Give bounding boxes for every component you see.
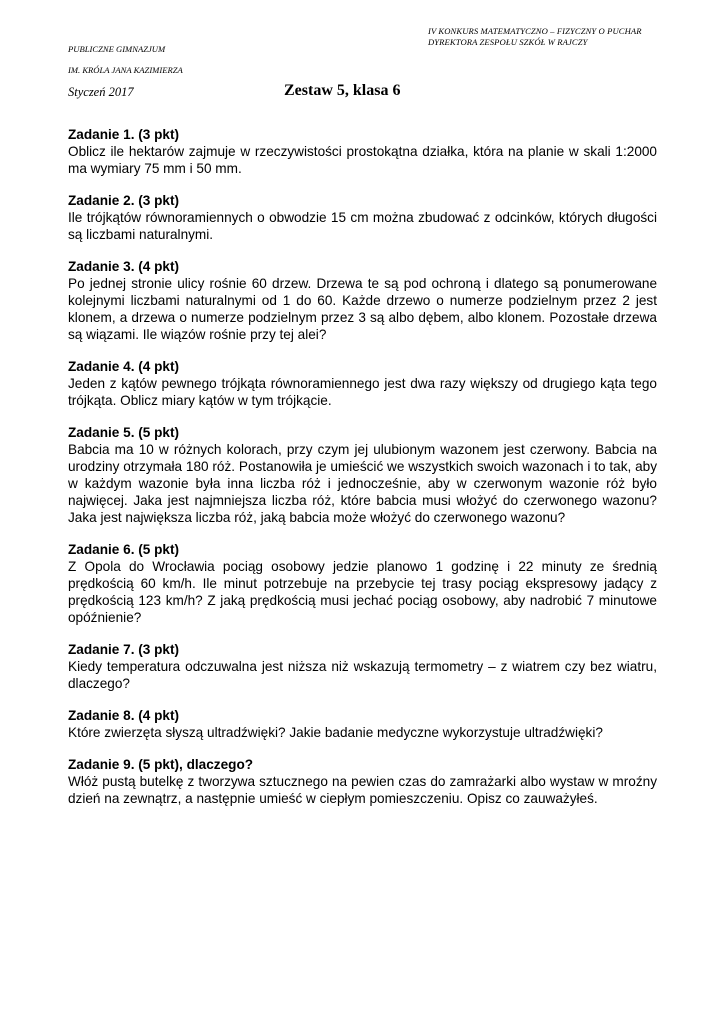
task-7 [68,641,657,692]
task-body: Z Opola do Wrocławia pociąg osobowy jedzie planowo 1 godzinę i 22 minuty ze średnią prędkością 60 km/h. Ile minut potrzebuje na przebycie tej trasy pociąg ekspresowy jadący z prędkością 123 km/h? Z jaką prędkością musi jechać pociąg osobowy, aby nadrobić 7 minutowe opóźnienie? [68,559,657,625]
task-body: Oblicz ile hektarów zajmuje w rzeczywistości prostokątna działka, która na planie w skali 1:2000 ma wymiary 75 mm i 50 mm. [68,144,657,176]
task-body: Jeden z kątów pewnego trójkąta równoramiennego jest dwa razy większy od drugiego kąta tego trójkąta. Oblicz miary kątów w tym trójkącie. [68,376,657,408]
task-body: Które zwierzęta słyszą ultradźwięki? Jakie badanie medyczne wykorzystuje ultradźwięki? [68,725,603,740]
task-title: Zadanie 5. (5 pkt) [68,425,180,440]
task-body: Babcia ma 10 w różnych kolorach, przy czym jej ulubionym wazonem jest czerwony. Babcia na urodziny otrzymała 180 róż. Postanowiła je umieścić we wszystkich swoich wazonach i to tak, aby w każdym wazonie była inna liczba róż i jednocześnie, aby w czerwonym wazonie róż było najwięcej. Jaka jest najmniejsza liczba róż, które babcia musi włożyć do czerwonego wazonu? Jaka jest największa liczba róż, jaką babcia może włożyć do czerwonego wazonu? [68,442,657,525]
school-line-2: IM. KRÓLA JANA KAZIMIERZA [68,65,183,75]
task-8 [68,707,657,741]
task-title: Zadanie 4. (4 pkt) [68,359,180,374]
task-body: Ile trójkątów równoramiennych o obwodzie 15 cm można zbudować z odcinków, których długości są liczbami naturalnymi. [68,210,657,242]
task-list [68,126,657,822]
contest-header [428,26,713,48]
task-2 [68,192,657,243]
contest-line-1: IV KONKURS MATEMATYCZNO – FIZYCZNY O PUCHAR [428,26,642,36]
set-title: Zestaw 5, klasa 6 [284,82,401,99]
task-title: Zadanie 3. (4 pkt) [68,259,180,274]
task-title: Zadanie 2. (3 pkt) [68,193,180,208]
task-9 [68,756,657,807]
task-title: Zadanie 7. (3 pkt) [68,642,180,657]
task-4 [68,358,657,409]
task-title: Zadanie 6. (5 pkt) [68,542,180,557]
document-date: Styczeń 2017 [68,85,134,99]
task-body: Kiedy temperatura odczuwalna jest niższa niż wskazują termometry – z wiatrem czy bez wiatru, dlaczego? [68,659,657,691]
school-line-1: PUBLICZNE GIMNAZJUM [68,44,166,54]
task-6 [68,541,657,626]
contest-line-2: DYREKTORA ZESPOŁU SZKÓŁ W RAJCZY [428,37,588,47]
task-title: Zadanie 8. (4 pkt) [68,708,180,723]
task-5 [68,424,657,526]
task-title: Zadanie 1. (3 pkt) [68,127,180,142]
task-body: Włóż pustą butelkę z tworzywa sztucznego na pewien czas do zamrażarki albo wystaw w mroźny dzień na zewnątrz, a następnie umieść w ciepłym pomieszczeniu. Opisz co zauważyłeś. [68,774,657,806]
task-title: Zadanie 9. (5 pkt), dlaczego? [68,757,254,772]
task-1 [68,126,657,177]
task-3 [68,258,657,343]
task-body: Po jednej stronie ulicy rośnie 60 drzew. Drzewa te są pod ochroną i dlatego są ponumerowane kolejnymi liczbami naturalnymi od 1 do 60. Każde drzewo o numerze podzielnym przez 2 jest klonem, a drzewa o numerze podzielnym przez 3 są albo dębem, albo klonem. Pozostałe drzewa są wiązami. Ile wiązów rośnie przy tej alei? [68,276,657,342]
